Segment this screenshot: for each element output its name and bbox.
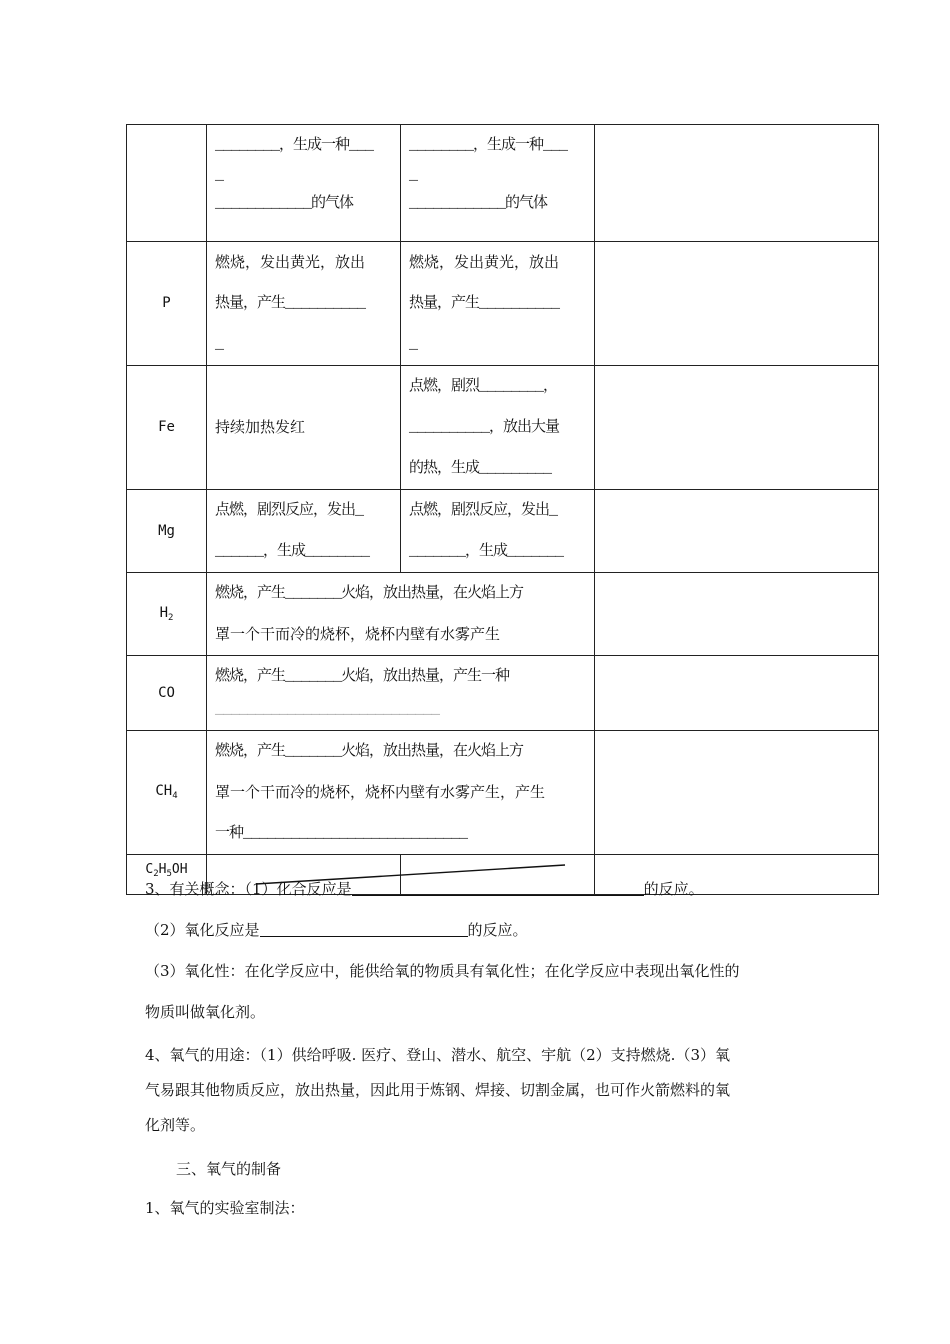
table-row <box>127 242 879 366</box>
cell-text: 点燃，剧烈________， <box>409 378 558 395</box>
cell-text: 燃烧，产生_______火焰，放出热量，在火焰上方 <box>215 743 524 760</box>
cell-text: 一种____________________________ <box>215 825 468 842</box>
phenomenon-cell <box>207 656 595 731</box>
cell-text: _ <box>215 167 224 184</box>
cell-text: ________，生成一种___ <box>409 137 568 154</box>
phenomenon-cell <box>207 731 595 855</box>
answer-blank <box>260 918 468 937</box>
cell-text: 点燃，剧烈反应，发出_ <box>409 502 558 519</box>
formula-subscript: 2 <box>168 612 174 623</box>
concept-line-2 <box>145 910 825 951</box>
text: 的反应。 <box>643 880 704 898</box>
text: 的反应。 <box>467 921 528 939</box>
oxygen-phenomenon-cell <box>401 242 595 366</box>
substance-cell: CO <box>127 656 207 731</box>
oxygen-phenomenon-cell <box>401 125 595 242</box>
cell-text: ____________________________ <box>215 701 440 718</box>
cell-text: 罩一个干而冷的烧杯，烧杯内壁有水雾产生，产生 <box>215 783 546 801</box>
substance-cell <box>127 573 207 656</box>
cell-text: ______，生成________ <box>215 543 370 560</box>
text: （2）氧化反应是 <box>145 921 260 939</box>
oxygen-phenomenon-cell <box>401 490 595 573</box>
cell-text: ________，生成一种___ <box>215 137 374 154</box>
table-row <box>127 490 879 573</box>
section-item-1: 1、氧气的实验室制法： <box>145 1199 305 1217</box>
table-row <box>127 125 879 242</box>
uses-line-2: 气易跟其他物质反应，放出热量，因此用于炼钢、焊接、切割金属，也可作火箭燃料的氧 <box>145 1081 731 1099</box>
formula-subscript: 5 <box>166 869 172 879</box>
substance-cell: Fe <box>127 366 207 490</box>
air-phenomenon-cell <box>207 366 401 490</box>
substance-cell <box>127 731 207 855</box>
cell-text: _ <box>409 167 418 184</box>
formula-subscript: 4 <box>172 791 178 801</box>
combustion-table <box>126 124 879 895</box>
uses-line-3: 化剂等。 <box>145 1116 206 1134</box>
cell-text: 燃烧，发出黄光，放出 <box>409 253 560 271</box>
substance-cell: Mg <box>127 490 207 573</box>
equation-cell <box>595 731 879 855</box>
equation-cell <box>595 366 879 490</box>
formula-text: C <box>145 862 154 877</box>
equation-cell <box>595 242 879 366</box>
substance-cell <box>127 125 207 242</box>
cell-text: _______，生成_______ <box>409 543 564 560</box>
concept-line-1 <box>145 869 825 910</box>
section-heading: 三、氧气的制备 <box>176 1160 282 1178</box>
air-phenomenon-cell <box>207 125 401 242</box>
air-phenomenon-cell <box>207 490 401 573</box>
concept-line-3: （3）氧化性：在化学反应中，能供给氧的物质具有氧化性；在化学反应中表现出氧化性的 <box>145 962 740 980</box>
table-row <box>127 573 879 656</box>
concept-line-4: 物质叫做氧化剂。 <box>145 1003 266 1021</box>
formula-text: H <box>159 604 168 621</box>
cell-text: ____________的气体 <box>409 195 548 212</box>
oxygen-phenomenon-cell <box>401 366 595 490</box>
substance-cell: P <box>127 242 207 366</box>
cell-text: 罩一个干而冷的烧杯，烧杯内壁有水雾产生 <box>215 625 501 643</box>
equation-cell <box>595 573 879 656</box>
cell-text: 的热，生成_________ <box>409 460 552 477</box>
formula-text: CH <box>155 783 173 799</box>
cell-text: _ <box>215 336 224 353</box>
cell-text: 燃烧，发出黄光，放出 <box>215 253 366 271</box>
equation-cell <box>595 490 879 573</box>
equation-cell <box>595 125 879 242</box>
cell-text: 燃烧，产生_______火焰，放出热量，在火焰上方 <box>215 585 524 602</box>
cell-text: 热量，产生__________ <box>215 295 366 312</box>
cell-text: 燃烧，产生_______火焰，放出热量，产生一种 <box>215 668 510 685</box>
table-row <box>127 656 879 731</box>
table-row <box>127 366 879 490</box>
cell-text: 热量，产生__________ <box>409 295 560 312</box>
formula-text: H <box>158 862 167 877</box>
table-row <box>127 731 879 855</box>
cell-text: _ <box>409 336 418 353</box>
text: 3、有关概念：（1）化合反应是 <box>145 880 352 898</box>
formula-subscript: 2 <box>153 869 159 879</box>
cell-text: ____________的气体 <box>215 195 354 212</box>
uses-line-1: 4、氧气的用途：（1）供给呼吸. 医疗、登山、潜水、航空、宇航（2）支持燃烧.（3）氧 <box>145 1046 730 1064</box>
equation-cell <box>595 656 879 731</box>
cell-text: 点燃，剧烈反应，发出_ <box>215 502 364 519</box>
answer-blank <box>352 877 644 896</box>
air-phenomenon-cell <box>207 242 401 366</box>
cell-text: __________，放出大量 <box>409 419 560 436</box>
formula-text: OH <box>171 862 188 877</box>
cell-text: 持续加热发红 <box>215 418 306 436</box>
phenomenon-cell <box>207 573 595 656</box>
